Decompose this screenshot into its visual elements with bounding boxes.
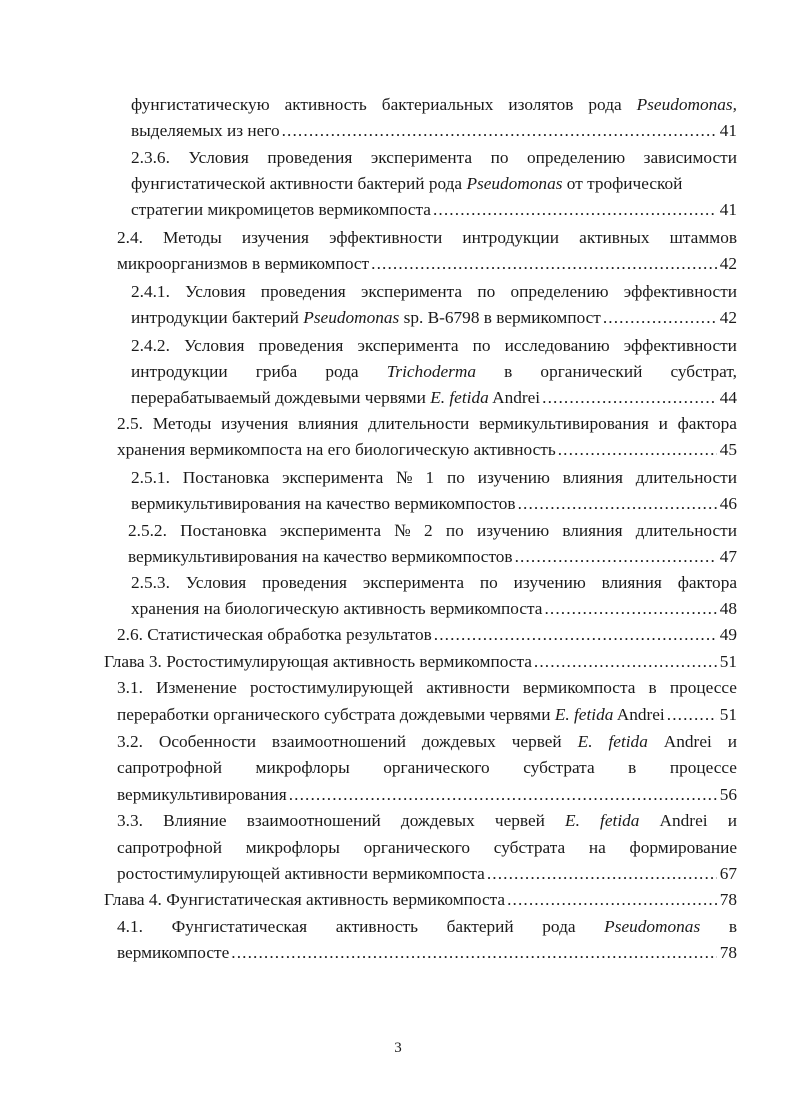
toc-entry-2-5-3[interactable]: хранения на биологическую активность вермикомпоста . . . 48 — [131, 596, 737, 622]
toc-entry-3-2[interactable]: вермикультивирования . . . 56 — [117, 782, 737, 808]
toc-line: 2.5.3. Условия проведения эксперимента по изучению влияния фактора — [131, 573, 737, 592]
toc-line: 3.3. Влияние взаимоотношений дождевых червей E. fetida Andrei и — [117, 811, 737, 830]
toc-entry-2-5-1[interactable]: вермикультивирования на качество вермикомпостов . . . 46 — [131, 491, 737, 517]
toc-line: 2.3.6. Условия проведения эксперимента по определению зависимости — [131, 148, 737, 167]
toc-page-number: 49 — [719, 625, 737, 644]
toc-page-number: 78 — [719, 943, 737, 962]
toc-page-number: 41 — [719, 200, 737, 219]
toc-entry-3-3[interactable]: ростостимулирующей активности вермикомпоста . . . 67 — [117, 861, 737, 887]
toc-page-number: 51 — [719, 705, 737, 724]
toc-page-number: 45 — [719, 440, 737, 459]
toc-page-number: 78 — [719, 890, 737, 909]
toc-entry-2-4[interactable]: микроорганизмов в вермикомпост . . . 42 — [117, 251, 737, 277]
toc-line: 4.1. Фунгистатическая активность бактерий рода Pseudomonas в — [117, 917, 737, 936]
toc-line: 2.4.1. Условия проведения эксперимента по определению эффективности — [131, 282, 737, 301]
toc-page-number: 56 — [719, 785, 737, 804]
toc-line: 2.5. Методы изучения влияния длительности вермикультивирования и фактора — [117, 414, 737, 433]
toc-entry-4-1[interactable]: вермикомпосте . . . 78 — [117, 940, 737, 966]
toc-line: 2.5.1. Постановка эксперимента № 1 по изучению влияния длительности — [131, 468, 737, 487]
toc-entry-2-4-1[interactable]: интродукции бактерий Pseudomonas sp. B-6798 в вермикомпост . . . 42 — [131, 305, 737, 331]
toc-page-number: 67 — [719, 864, 737, 883]
toc-line: фунгистатическую активность бактериальных изолятов рода Pseudomonas, — [131, 95, 737, 114]
toc-line: интродукции гриба рода Trichoderma в органический субстрат, — [131, 362, 737, 381]
toc-entry-chapter-3[interactable]: Глава 3. Ростостимулирующая активность вермикомпоста . . . 51 — [104, 649, 737, 675]
toc-entry-2-6[interactable]: 2.6. Статистическая обработка результатов . . . 49 — [117, 622, 737, 648]
toc-entry-2-3-6[interactable]: стратегии микромицетов вермикомпоста . . . 41 — [131, 197, 737, 223]
toc-page-number: 44 — [719, 388, 737, 407]
toc-page-number: 41 — [719, 121, 737, 140]
toc-line: 3.2. Особенности взаимоотношений дождевых червей E. fetida Andrei и — [117, 732, 737, 751]
page-number: 3 — [394, 1040, 402, 1056]
toc-entry-2-5[interactable]: хранения вермикомпоста на его биологическую активность . . . 45 — [117, 437, 737, 463]
toc-page-number: 51 — [719, 652, 737, 671]
toc-line: 2.4.2. Условия проведения эксперимента по исследованию эффективности — [131, 336, 737, 355]
toc-line: сапротрофной микрофлоры органического субстрата на формирование — [117, 838, 737, 857]
toc-page-number: 42 — [719, 254, 737, 273]
toc-entry-2-3-5[interactable]: выделяемых из него . . . 41 — [131, 118, 737, 144]
toc-entry-2-4-2[interactable]: перерабатываемый дождевыми червями E. fetida Andrei . . . 44 — [131, 385, 737, 411]
toc-page-number: 46 — [719, 494, 737, 513]
toc-line: 3.1. Изменение ростостимулирующей активности вермикомпоста в процессе — [117, 678, 737, 697]
toc-line: 2.4. Методы изучения эффективности интродукции активных штаммов — [117, 228, 737, 247]
toc-entry-chapter-4[interactable]: Глава 4. Фунгистатическая активность вермикомпоста . . . 78 — [104, 887, 737, 913]
toc-page-number: 42 — [719, 308, 737, 327]
toc-page-number: 47 — [719, 547, 737, 566]
toc-entry-3-1[interactable]: переработки органического субстрата дождевыми червями E. fetida Andrei . . . 51 — [117, 702, 737, 728]
toc-line: фунгистатической активности бактерий рода Pseudomonas от трофической — [131, 174, 683, 193]
toc-line: 2.5.2. Постановка эксперимента № 2 по изучению влияния длительности — [128, 521, 737, 540]
toc-entry-2-5-2[interactable]: вермикультивирования на качество вермикомпостов . . . 47 — [128, 544, 737, 570]
toc-line: сапротрофной микрофлоры органического субстрата в процессе — [117, 758, 737, 777]
toc-page-number: 48 — [719, 599, 737, 618]
